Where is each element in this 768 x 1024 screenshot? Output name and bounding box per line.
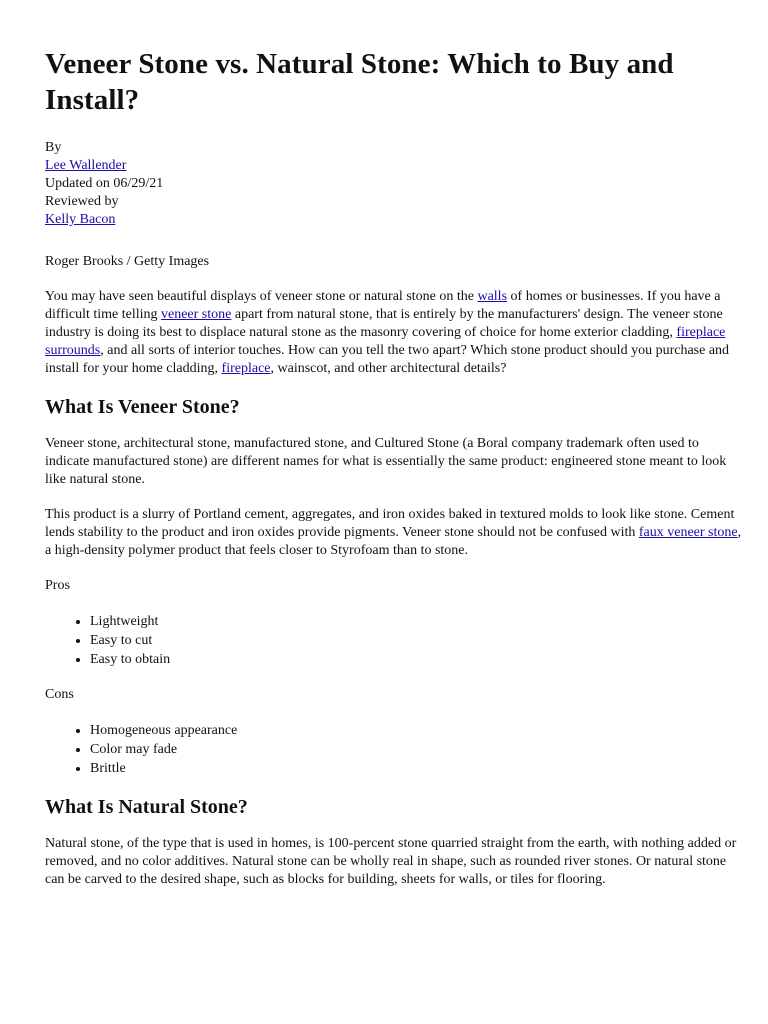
pros-list [45,612,742,669]
reviewed-by-label: Reviewed by [45,194,119,209]
cons-list [45,721,742,778]
natural-heading: What Is Natural Stone? [45,796,248,818]
intro-text-4: , and all sorts of interior touches. How can you tell the two apart? Which stone product should you purchase and install for your home cladding, [45,343,730,376]
list-item: • Easy to obtain [90,650,742,669]
reviewer-link[interactable]: Kelly Bacon [45,212,116,227]
byline [45,139,742,229]
faux-veneer-stone-link[interactable]: faux veneer stone [638,525,738,540]
list-item: • Easy to cut [90,631,742,650]
intro-text-3: apart from natural stone, that is entirely by the manufacturers' design. The veneer stone industry is doing its best to displace natural stone as the masonry covering of choice for home exterior cladding, [45,307,723,340]
author-link[interactable]: Lee Wallender [45,158,127,173]
cons-label: Cons [45,687,74,702]
walls-link[interactable]: walls [477,289,508,304]
updated-date: Updated on 06/29/21 [45,176,164,191]
list-item: • Color may fade [90,740,742,759]
veneer-paragraph-1: Veneer stone, architectural stone, manufactured stone, and Cultured Stone (a Boral company trademark often used to indicate manufactured stone) are different names for what is essentially the same product: engineered stone meant to look like natural stone. [45,436,727,487]
fireplace-link[interactable]: fireplace [221,361,271,376]
veneer-paragraph-2 [45,506,742,560]
fireplace-surrounds-link[interactable]: fireplace surrounds [45,325,726,358]
veneer-p2-text-2: , a high-density polymer product that feels closer to Styrofoam than to stone. [45,525,742,558]
veneer-heading: What Is Veneer Stone? [45,396,240,418]
intro-text-1: You may have seen beautiful displays of veneer stone or natural stone on the [45,289,478,304]
by-label: By [45,140,62,155]
list-item: • Lightweight [90,612,742,631]
list-item: • Brittle [90,759,742,778]
pros-label: Pros [45,578,70,593]
list-item: • Homogeneous appearance [90,721,742,740]
intro-paragraph [45,288,742,378]
image-credit: Roger Brooks / Getty Images [45,254,210,269]
intro-text-5: , wainscot, and other architectural details? [270,361,507,376]
intro-text-2: of homes or businesses. If you have a difficult time telling [45,289,721,322]
veneer-p2-text-1: This product is a slurry of Portland cement, aggregates, and iron oxides baked in textured molds to look like stone. Cement lends stability to the product and iron oxides provide pigments. Veneer stone should not be confused with [45,507,735,540]
veneer-stone-link[interactable]: veneer stone [161,307,232,322]
natural-paragraph-1: Natural stone, of the type that is used in homes, is 100-percent stone quarried straight from the earth, with nothing added or removed, and no color additives. Natural stone can be wholly real in shape, such as rounded river stones. Or natural stone can be carved to the desired shape, such as blocks for building, sheets for walls, or tiles for flooring. [45,836,737,887]
article-title: Veneer Stone vs. Natural Stone: Which to Buy and Install? [45,48,674,116]
